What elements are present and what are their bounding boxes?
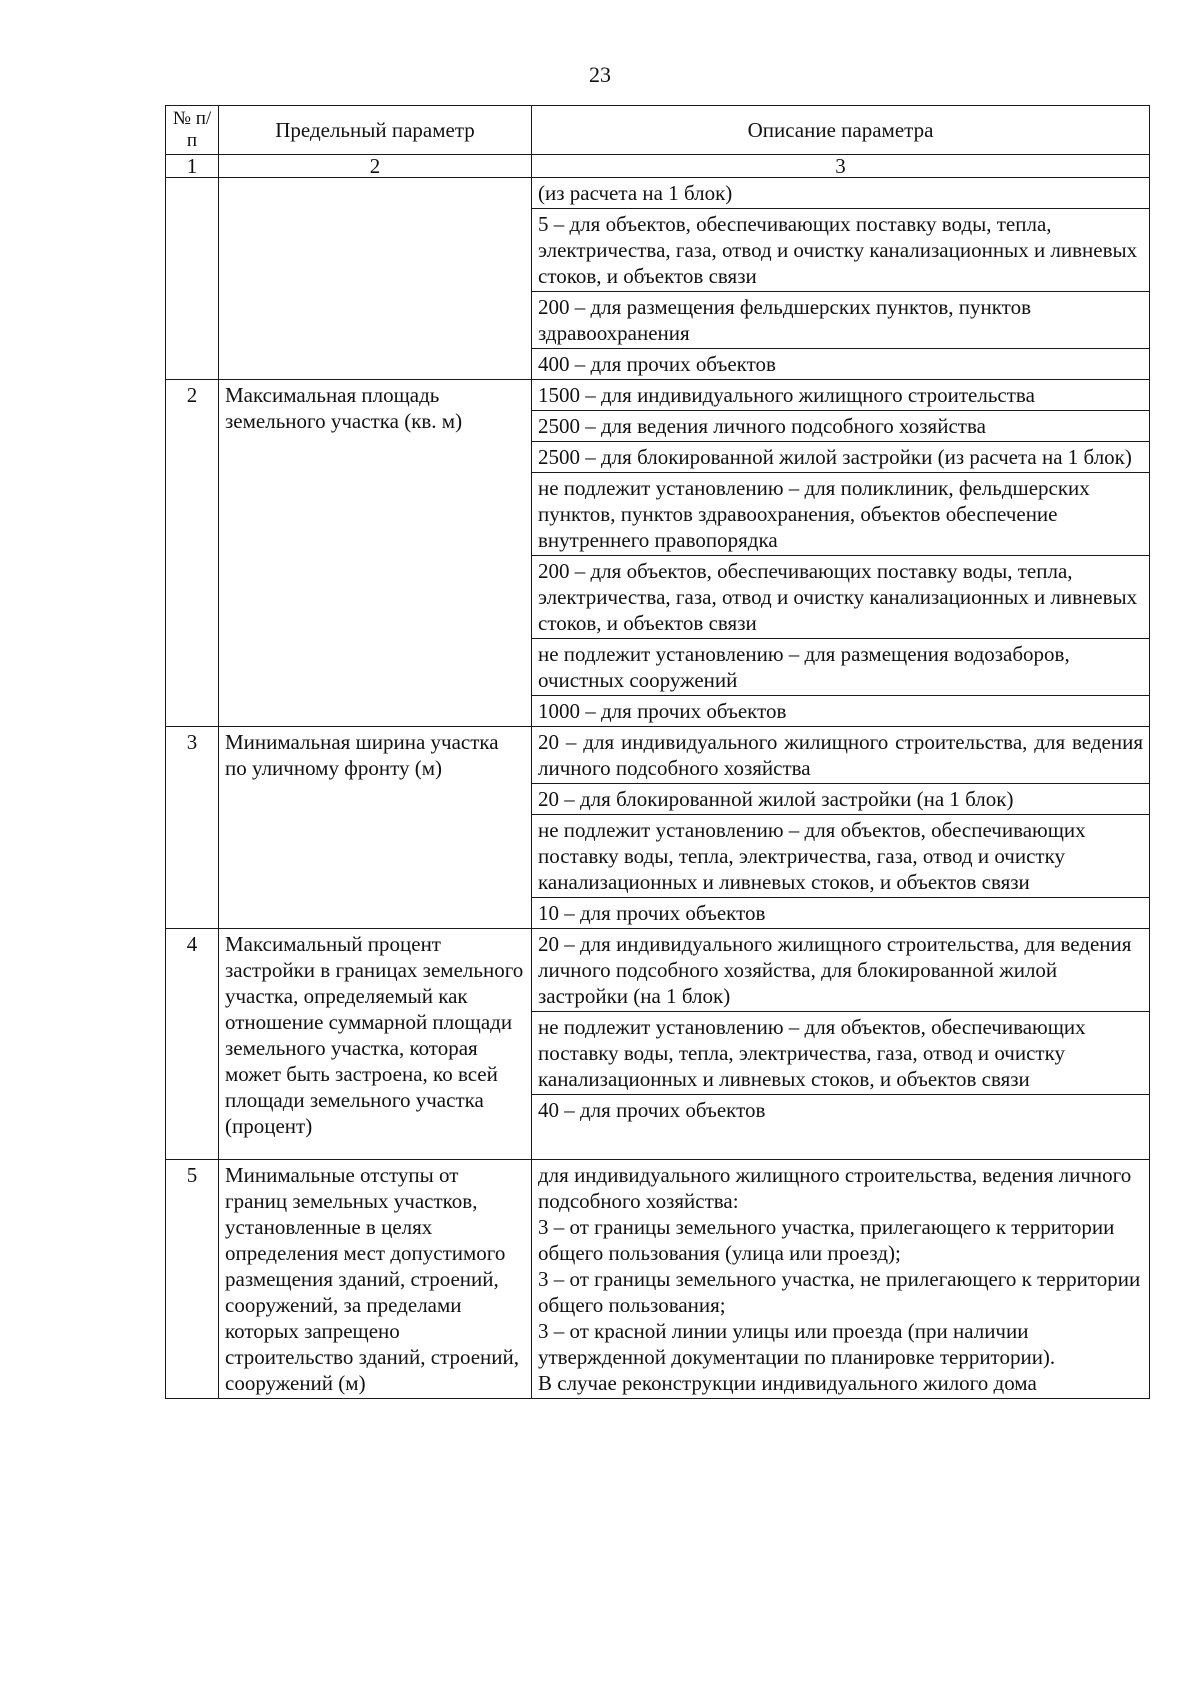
row-number: 2 xyxy=(166,380,219,727)
table-row xyxy=(166,1160,1150,1399)
description-item: 20 – для индивидуального жилищного строительства, для ведения личного подсобного хозяйства, для блокированной жилой застройки (на 1 блок) xyxy=(532,929,1150,1012)
table-row xyxy=(166,727,1150,784)
description-cell xyxy=(532,1160,1150,1399)
description-line: 3 – от границы земельного участка, не прилегающего к территории общего пользования; xyxy=(538,1267,1141,1317)
row-parameter: Максимальный процент застройки в границах земельного участка, определяемый как отношение суммарной площади земельного участка, которая может быть застроена, ко всей площади земельного участка (процент) xyxy=(219,929,532,1160)
description-item: (из расчета на 1 блок) xyxy=(532,178,1150,209)
description-line: В случае реконструкции индивидуального жилого дома xyxy=(538,1371,1037,1395)
row-parameter: Минимальные отступы от границ земельных участков, установленные в целях определения мест допустимого размещения зданий, строений, сооружений, за пределами которых запрещено строительство зданий, строений, сооружений (м) xyxy=(219,1160,532,1399)
description-item: 5 – для объектов, обеспечивающих поставку воды, тепла, электричества, газа, отвод и очистку канализационных и ливневых стоков, и объектов связи xyxy=(532,209,1150,292)
description-item: 200 – для объектов, обеспечивающих поставку воды, тепла, электричества, газа, отвод и очистку канализационных и ливневых стоков, и объектов связи xyxy=(532,556,1150,639)
description-item: 1500 – для индивидуального жилищного строительства xyxy=(532,380,1150,411)
row-number: 3 xyxy=(166,727,219,929)
table-row xyxy=(166,929,1150,1012)
column-index: 1 xyxy=(166,155,219,178)
description-item: 2500 – для ведения личного подсобного хозяйства xyxy=(532,411,1150,442)
header-number: № п/п xyxy=(166,106,219,155)
table-row xyxy=(166,380,1150,411)
row-parameter xyxy=(219,178,532,380)
description-item: 20 – для индивидуального жилищного строительства, для ведения личного подсобного хозяйства xyxy=(532,727,1150,784)
description-line: для индивидуального жилищного строительства, ведения личного подсобного хозяйства: xyxy=(538,1163,1132,1213)
description-line: 3 – от красной линии улицы или проезда (при наличии утвержденной документации по планировке территории). xyxy=(538,1319,1056,1369)
column-index: 3 xyxy=(532,155,1150,178)
description-item: не подлежит установлению – для объектов, обеспечивающих поставку воды, тепла, электричества, газа, отвод и очистку канализационных и ливневых стоков, и объектов связи xyxy=(532,1012,1150,1095)
description-item: 20 – для блокированной жилой застройки (на 1 блок) xyxy=(532,784,1150,815)
description-item: 10 – для прочих объектов xyxy=(532,898,1150,929)
row-number xyxy=(166,178,219,380)
description-item: 1000 – для прочих объектов xyxy=(532,696,1150,727)
description-item: не подлежит установлению – для объектов, обеспечивающих поставку воды, тепла, электричества, газа, отвод и очистку канализационных и ливневых стоков, и объектов связи xyxy=(532,815,1150,898)
header-parameter: Предельный параметр xyxy=(219,106,532,155)
row-number: 4 xyxy=(166,929,219,1160)
description-item: 2500 – для блокированной жилой застройки (из расчета на 1 блок) xyxy=(532,442,1150,473)
description-line: 3 – от границы земельного участка, прилегающего к территории общего пользования (улица или проезд); xyxy=(538,1215,1115,1265)
page-number: 23 xyxy=(589,62,611,87)
row-parameter: Максимальная площадь земельного участка (кв. м) xyxy=(219,380,532,727)
table-header-row xyxy=(166,106,1150,155)
row-number: 5 xyxy=(166,1160,219,1399)
parameters-table xyxy=(165,105,1150,1399)
column-index-row xyxy=(166,155,1150,178)
description-item: 200 – для размещения фельдшерских пунктов, пунктов здравоохранения xyxy=(532,292,1150,349)
header-description: Описание параметра xyxy=(532,106,1150,155)
description-item: не подлежит установлению – для поликлиник, фельдшерских пунктов, пунктов здравоохранения, объектов обеспечение внутреннего правопорядка xyxy=(532,473,1150,556)
row-parameter: Минимальная ширина участка по уличному фронту (м) xyxy=(219,727,532,929)
description-item: 400 – для прочих объектов xyxy=(532,349,1150,380)
description-item: не подлежит установлению – для размещения водозаборов, очистных сооружений xyxy=(532,639,1150,696)
table-row xyxy=(166,178,1150,209)
description-item: 40 – для прочих объектов xyxy=(532,1095,1150,1160)
column-index: 2 xyxy=(219,155,532,178)
